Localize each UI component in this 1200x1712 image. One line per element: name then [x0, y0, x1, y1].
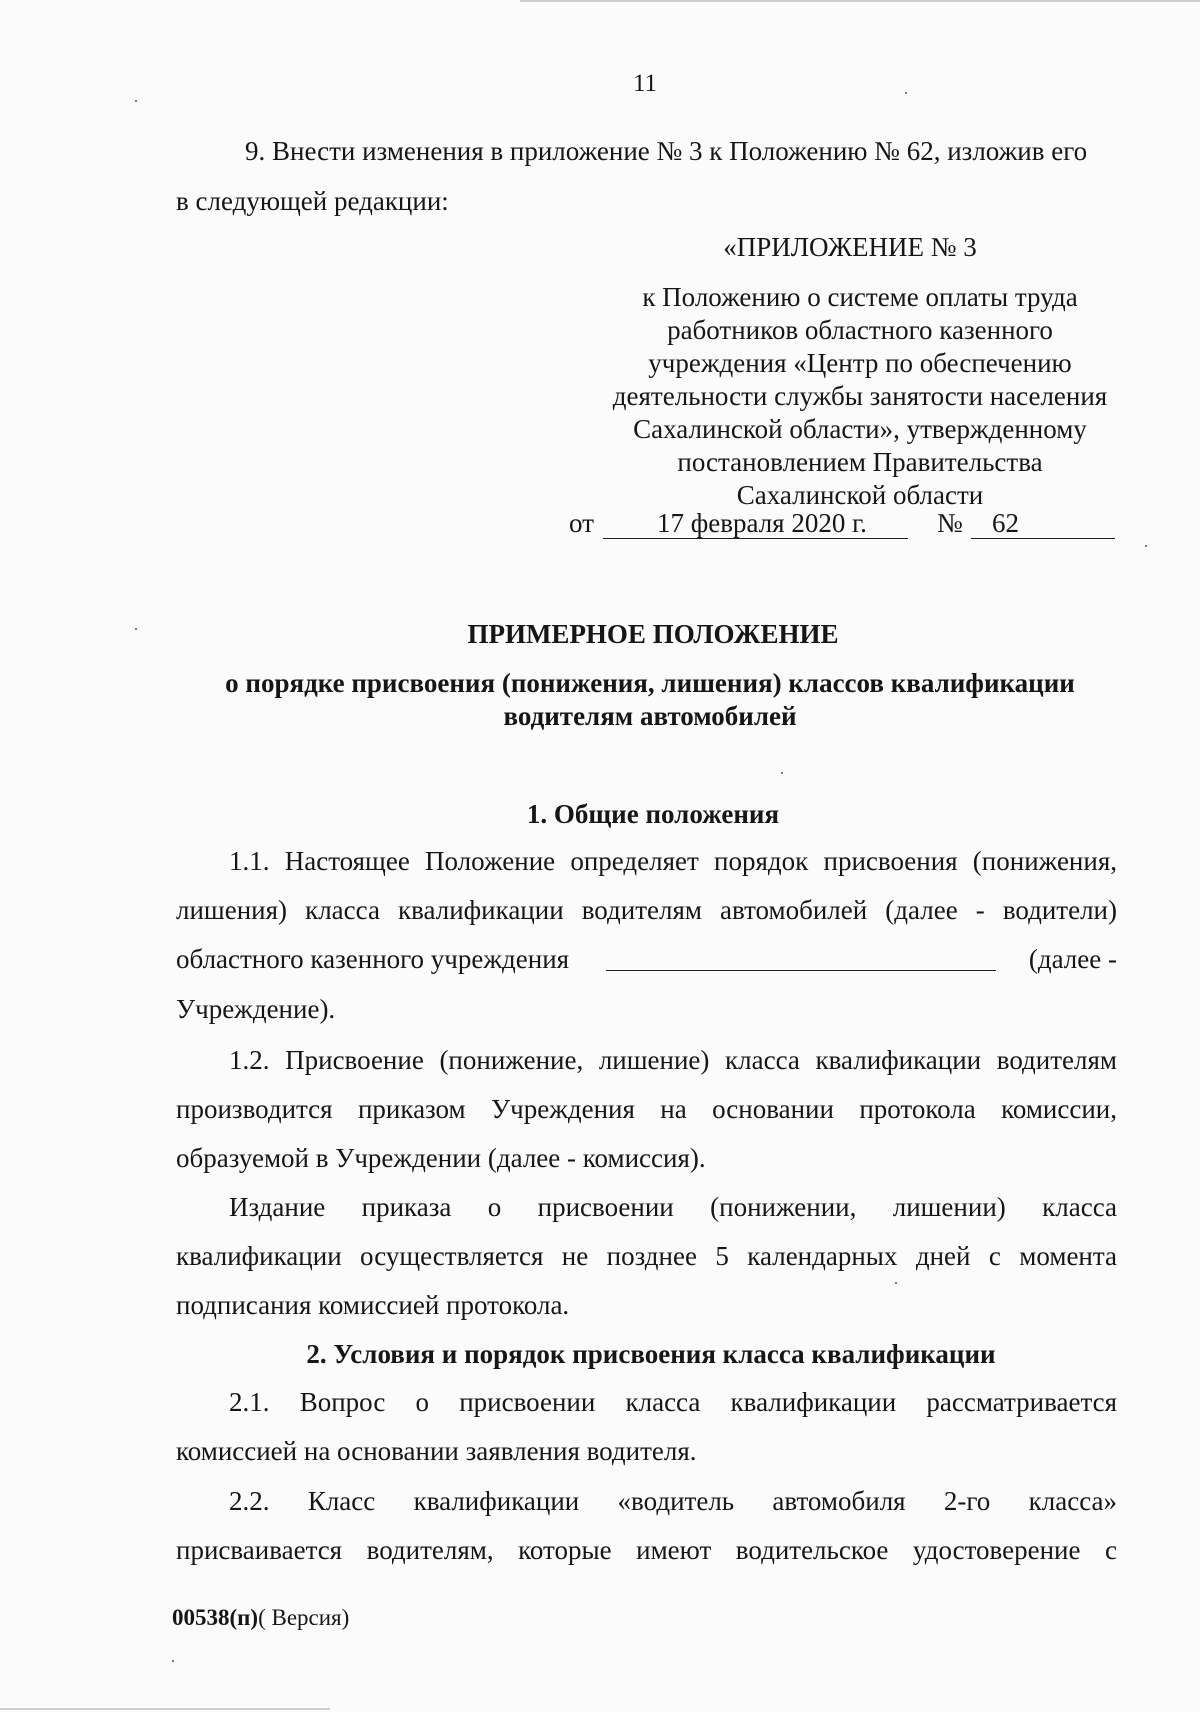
p1-1-line-2: лишения) класса квалификации водителям автомобилей (далее - водители) [176, 895, 1117, 925]
appendix-line: постановлением Правительства [677, 447, 1043, 477]
appendix-line: деятельности службы занятости населения [612, 381, 1108, 411]
scan-speck [135, 100, 137, 102]
appendix-line: Сахалинской области», утвержденному [633, 414, 1087, 444]
number-value: 62 [992, 508, 1019, 538]
date-value: 17 февраля 2020 г. [657, 508, 867, 538]
p1-1-line-3-text: областного казенного учреждения [176, 944, 570, 974]
appendix-date-row [565, 508, 1115, 542]
intro-line-2: в следующей редакции: [176, 186, 449, 216]
document-footer [172, 1605, 349, 1631]
p1-1-line-1: 1.1. Настоящее Положение определяет порядок присвоения (понижения, [229, 846, 1117, 876]
p1-2-line-3: образуемой в Учреждении (далее - комиссия). [176, 1143, 706, 1173]
intro-line-1: 9. Внести изменения в приложение № 3 к Положению № 62, изложив его [245, 136, 1088, 166]
p1-3-line-2: квалификации осуществляется не позднее 5 календарных дней с момента [176, 1241, 1117, 1271]
document-code: 00538(п) [172, 1605, 259, 1630]
section-2-heading: 2. Условия и порядок присвоения класса квалификации [306, 1339, 996, 1369]
document-version: ( Версия) [258, 1605, 350, 1630]
scan-speck [781, 772, 783, 774]
p1-2-line-2: производится приказом Учреждения на основании протокола комиссии, [176, 1094, 1117, 1124]
p2-1-line-1: 2.1. Вопрос о присвоении класса квалификации рассматривается [229, 1387, 1117, 1417]
date-underline [603, 538, 908, 539]
p2-1-line-2: комиссией на основании заявления водителя. [176, 1436, 697, 1466]
date-prefix: от [569, 508, 594, 538]
number-underline [971, 538, 1115, 539]
scan-speck [172, 1660, 174, 1662]
appendix-line: к Положению о системе оплаты труда [642, 282, 1078, 312]
page-number: 11 [632, 70, 658, 97]
scan-speck [895, 1282, 897, 1284]
institution-name-blank [606, 970, 996, 971]
number-sign: № [937, 508, 963, 538]
scan-speck [1145, 545, 1147, 547]
subtitle-line-2: водителям автомобилей [503, 701, 797, 731]
scan-edge-top [520, 0, 1200, 2]
p1-1-line-3-end: (далее - [1028, 944, 1117, 974]
appendix-line: работников областного казенного [667, 315, 1053, 345]
document-subtitle [180, 667, 1120, 733]
p1-2-line-1: 1.2. Присвоение (понижение, лишение) класса квалификации водителям [229, 1045, 1117, 1075]
p2-2-line-2: присваивается водителям, которые имеют водительское удостоверение с [176, 1535, 1117, 1565]
subtitle-line-1: о порядке присвоения (понижения, лишения) классов квалификации [225, 668, 1075, 698]
document-title: ПРИМЕРНОЕ ПОЛОЖЕНИЕ [467, 619, 839, 649]
appendix-line: Сахалинской области [736, 480, 984, 510]
appendix-line: учреждения «Центр по обеспечению [648, 348, 1072, 378]
appendix-text [590, 281, 1130, 512]
p2-2-line-1: 2.2. Класс квалификации «водитель автомобиля 2-го класса» [229, 1486, 1117, 1516]
p1-3-line-1: Издание приказа о присвоении (понижении, лишении) класса [229, 1192, 1117, 1222]
p1-3-line-3: подписания комиссией протокола. [176, 1290, 570, 1320]
p1-1-line-3 [176, 944, 1117, 976]
appendix-heading: «ПРИЛОЖЕНИЕ № 3 [723, 232, 977, 262]
scan-edge-bottom [0, 1708, 330, 1710]
section-1-heading: 1. Общие положения [526, 799, 780, 829]
p1-1-line-4: Учреждение). [176, 994, 336, 1024]
